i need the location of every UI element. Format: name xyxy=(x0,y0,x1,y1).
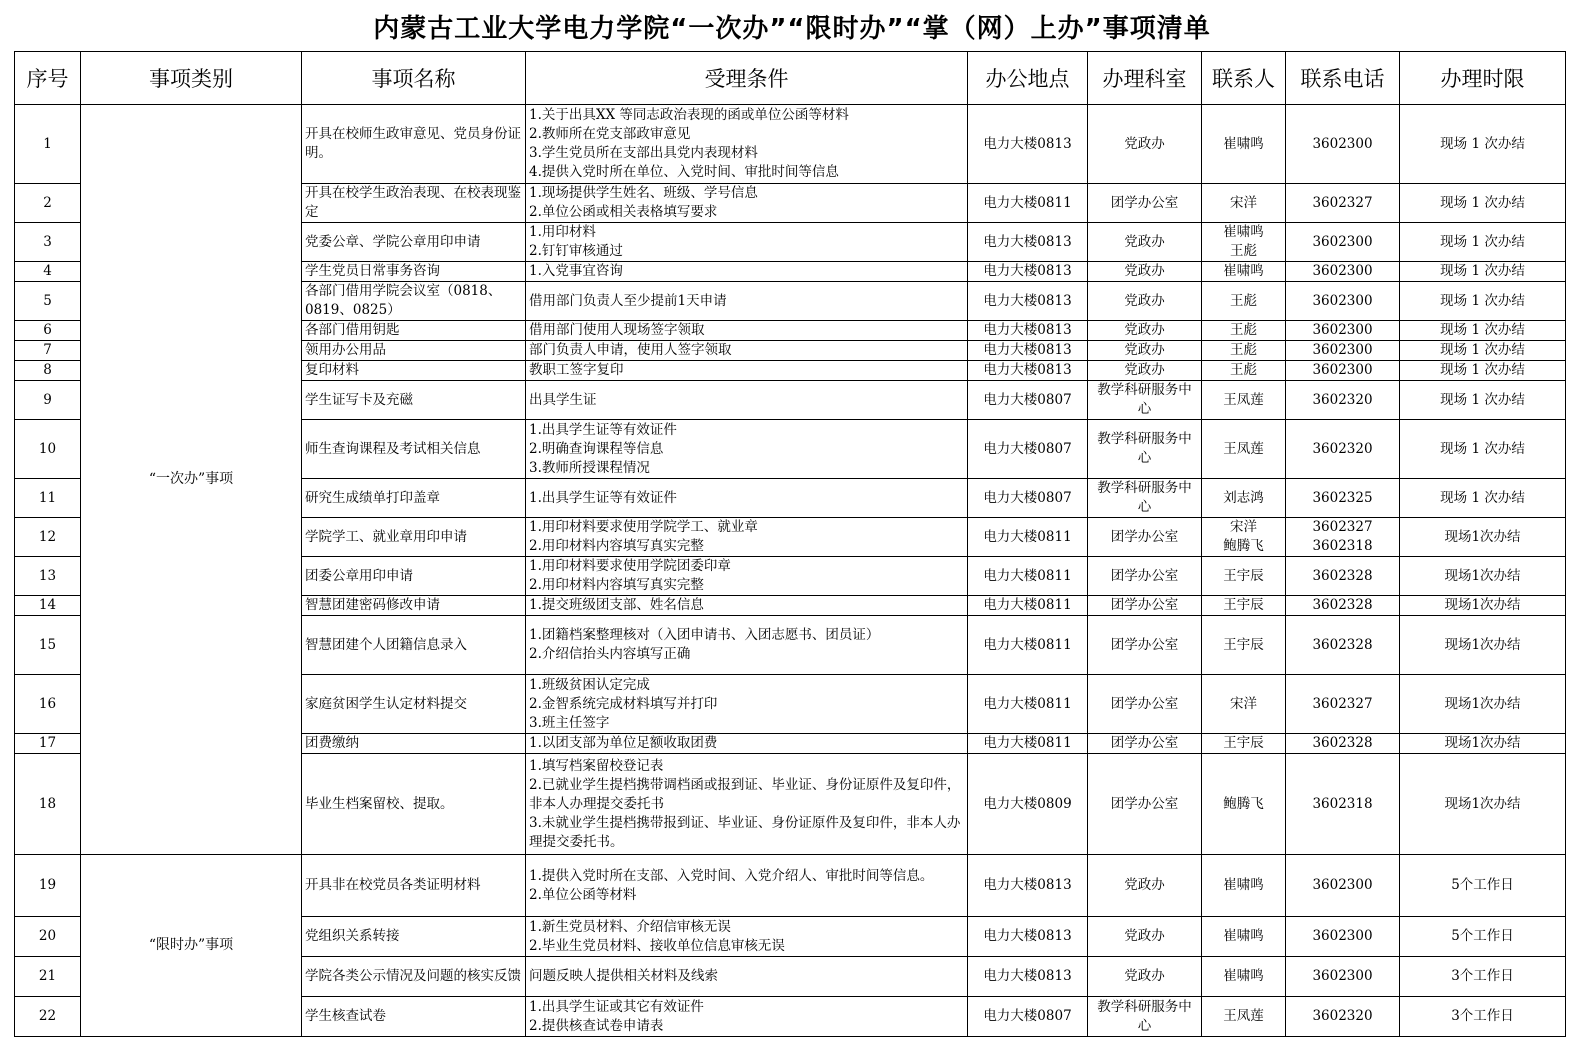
phone-number xyxy=(1286,917,1400,957)
contact-name: 崔啸鸣 xyxy=(1223,928,1264,944)
contact-person xyxy=(1202,754,1286,855)
office-location: 电力大楼0807 xyxy=(968,479,1088,518)
contact-name: 王凤莲 xyxy=(1223,1008,1264,1024)
phone-number xyxy=(1286,855,1400,917)
condition-line: 1.班级贫困认定完成 xyxy=(529,676,650,693)
row-number: 22 xyxy=(15,997,81,1037)
condition-line: 部门负责人申请，使用人签字领取 xyxy=(529,342,732,358)
condition-line: 1.出具学生证等有效证件 xyxy=(529,489,677,506)
department: 党政办 xyxy=(1088,223,1202,262)
phone-number xyxy=(1286,321,1400,341)
condition-line: 教职工签字复印 xyxy=(529,362,624,378)
phone-number xyxy=(1286,557,1400,596)
phone-number xyxy=(1286,184,1400,223)
header-category: 事项类别 xyxy=(81,52,302,105)
phone-value: 3602318 xyxy=(1312,795,1373,812)
time-limit: 现场1次办结 xyxy=(1400,557,1566,596)
conditions xyxy=(526,917,968,957)
phone-number xyxy=(1286,518,1400,557)
row-number: 13 xyxy=(15,557,81,596)
row-number: 5 xyxy=(15,282,81,321)
contact-person xyxy=(1202,420,1286,479)
condition-line: 2.钉钉审核通过 xyxy=(529,243,623,259)
phone-number xyxy=(1286,420,1400,479)
phone-value: 3602300 xyxy=(1312,322,1373,338)
phone-number xyxy=(1286,282,1400,321)
office-location: 电力大楼0811 xyxy=(968,675,1088,734)
condition-line: 3.学生党员所在支部出具党内表现材料 xyxy=(529,145,758,161)
condition-line: 2.明确查询课程等信息 xyxy=(529,440,664,457)
contact-name: 王彪 xyxy=(1230,243,1257,259)
time-limit: 现场 1 次办结 xyxy=(1400,262,1566,282)
row-number: 1 xyxy=(15,105,81,184)
phone-number xyxy=(1286,616,1400,675)
contact-name: 王宇辰 xyxy=(1223,567,1264,584)
office-location: 电力大楼0813 xyxy=(968,262,1088,282)
contact-name: 宋洋 xyxy=(1230,519,1257,535)
conditions xyxy=(526,557,968,596)
phone-number xyxy=(1286,223,1400,262)
conditions xyxy=(526,262,968,282)
phone-value: 3602320 xyxy=(1312,440,1373,457)
contact-person xyxy=(1202,361,1286,381)
phone-number xyxy=(1286,997,1400,1037)
phone-value: 3602300 xyxy=(1312,877,1373,893)
conditions xyxy=(526,855,968,917)
contact-person xyxy=(1202,675,1286,734)
condition-line: 3.教师所授课程情况 xyxy=(529,459,650,476)
row-number: 6 xyxy=(15,321,81,341)
condition-line: 出具学生证 xyxy=(529,391,597,408)
condition-line: 2.用印材料内容填写真实完整 xyxy=(529,577,704,593)
conditions xyxy=(526,675,968,734)
row-number: 12 xyxy=(15,518,81,557)
phone-number xyxy=(1286,105,1400,184)
phone-number xyxy=(1286,754,1400,855)
conditions xyxy=(526,105,968,184)
phone-value: 3602320 xyxy=(1312,391,1373,408)
item-name: 师生查询课程及考试相关信息 xyxy=(302,420,526,479)
contact-name: 宋洋 xyxy=(1230,695,1257,712)
conditions xyxy=(526,341,968,361)
conditions xyxy=(526,518,968,557)
item-name: 学生核查试卷 xyxy=(302,997,526,1037)
contact-person xyxy=(1202,381,1286,420)
contact-person xyxy=(1202,957,1286,997)
row-number: 7 xyxy=(15,341,81,361)
department: 党政办 xyxy=(1088,282,1202,321)
item-name: 各部门借用学院会议室（0818、0819、0825） xyxy=(302,282,526,321)
condition-line: 1.新生党员材料、介绍信审核无误 xyxy=(529,918,731,935)
category-timed: “限时办”事项 xyxy=(81,855,302,1037)
condition-line: 1.入党事宜咨询 xyxy=(529,263,623,279)
contact-name: 王彪 xyxy=(1230,362,1257,378)
phone-value: 3602328 xyxy=(1312,636,1373,653)
office-location: 电力大楼0807 xyxy=(968,997,1088,1037)
conditions xyxy=(526,616,968,675)
condition-line: 1.用印材料要求使用学院团委印章 xyxy=(529,558,731,574)
contact-name: 王宇辰 xyxy=(1223,636,1264,653)
office-location: 电力大楼0813 xyxy=(968,361,1088,381)
office-location: 电力大楼0807 xyxy=(968,381,1088,420)
contact-name: 王凤莲 xyxy=(1223,391,1264,408)
phone-value: 3602300 xyxy=(1312,135,1373,152)
phone-value: 3602328 xyxy=(1312,567,1373,584)
phone-number xyxy=(1286,957,1400,997)
office-location: 电力大楼0813 xyxy=(968,223,1088,262)
contact-name: 王宇辰 xyxy=(1223,735,1264,751)
time-limit: 现场 1 次办结 xyxy=(1400,223,1566,262)
row-number: 21 xyxy=(15,957,81,997)
item-name: 团费缴纳 xyxy=(302,734,526,754)
time-limit: 现场1次办结 xyxy=(1400,616,1566,675)
header-row xyxy=(15,52,1566,105)
department: 党政办 xyxy=(1088,957,1202,997)
department: 教学科研服务中心 xyxy=(1088,479,1202,518)
phone-number xyxy=(1286,479,1400,518)
contact-name: 王宇辰 xyxy=(1223,597,1264,613)
phone-number xyxy=(1286,675,1400,734)
header-item-name: 事项名称 xyxy=(302,52,526,105)
condition-line: 3.班主任签字 xyxy=(529,714,610,731)
contact-name: 崔啸鸣 xyxy=(1223,263,1264,279)
phone-number xyxy=(1286,381,1400,420)
row-number: 10 xyxy=(15,420,81,479)
phone-value: 3602300 xyxy=(1312,928,1373,944)
contact-name: 崔啸鸣 xyxy=(1223,224,1264,240)
condition-line: 借用部门使用人现场签字领取 xyxy=(529,322,705,338)
row-number: 17 xyxy=(15,734,81,754)
office-location: 电力大楼0811 xyxy=(968,596,1088,616)
condition-line: 1.用印材料要求使用学院学工、就业章 xyxy=(529,519,758,535)
condition-line: 1.提交班级团支部、姓名信息 xyxy=(529,597,704,613)
contact-name: 王彪 xyxy=(1230,322,1257,338)
contact-person xyxy=(1202,105,1286,184)
item-name: 复印材料 xyxy=(302,361,526,381)
phone-value: 3602300 xyxy=(1312,233,1373,250)
phone-value: 3602327 xyxy=(1312,194,1373,211)
contact-person xyxy=(1202,321,1286,341)
time-limit: 现场 1 次办结 xyxy=(1400,321,1566,341)
condition-line: 1.出具学生证等有效证件 xyxy=(529,421,677,438)
time-limit: 5个工作日 xyxy=(1400,917,1566,957)
contact-person xyxy=(1202,734,1286,754)
row-number: 19 xyxy=(15,855,81,917)
office-location: 电力大楼0811 xyxy=(968,518,1088,557)
office-location: 电力大楼0813 xyxy=(968,341,1088,361)
time-limit: 3个工作日 xyxy=(1400,957,1566,997)
phone-number xyxy=(1286,361,1400,381)
phone-number xyxy=(1286,262,1400,282)
office-location: 电力大楼0813 xyxy=(968,105,1088,184)
item-name: 各部门借用钥匙 xyxy=(302,321,526,341)
phone-value: 3602327 xyxy=(1312,519,1373,535)
header-conditions: 受理条件 xyxy=(526,52,968,105)
department: 教学科研服务中心 xyxy=(1088,381,1202,420)
time-limit: 现场1次办结 xyxy=(1400,754,1566,855)
item-name: 学生证写卡及充磁 xyxy=(302,381,526,420)
time-limit: 现场1次办结 xyxy=(1400,675,1566,734)
contact-person xyxy=(1202,596,1286,616)
office-location: 电力大楼0813 xyxy=(968,321,1088,341)
contact-person xyxy=(1202,223,1286,262)
phone-value: 3602300 xyxy=(1312,362,1373,378)
items-table xyxy=(14,51,1566,1037)
contact-name: 王彪 xyxy=(1230,292,1257,309)
phone-value: 3602300 xyxy=(1312,263,1373,279)
conditions xyxy=(526,361,968,381)
item-name: 团委公章用印申请 xyxy=(302,557,526,596)
condition-line: 1.团籍档案整理核对（入团申请书、入团志愿书、团员证） xyxy=(529,627,880,643)
row-number: 8 xyxy=(15,361,81,381)
contact-person xyxy=(1202,616,1286,675)
category-once: “一次办”事项 xyxy=(81,105,302,855)
condition-line: 2.用印材料内容填写真实完整 xyxy=(529,538,704,554)
header-contact: 联系人 xyxy=(1202,52,1286,105)
department: 党政办 xyxy=(1088,262,1202,282)
phone-value: 3602328 xyxy=(1312,597,1373,613)
office-location: 电力大楼0813 xyxy=(968,957,1088,997)
header-office: 办公地点 xyxy=(968,52,1088,105)
phone-number xyxy=(1286,734,1400,754)
condition-line: 2.金智系统完成材料填写并打印 xyxy=(529,695,718,712)
item-name: 研究生成绩单打印盖章 xyxy=(302,479,526,518)
contact-person xyxy=(1202,184,1286,223)
conditions xyxy=(526,997,968,1037)
office-location: 电力大楼0811 xyxy=(968,734,1088,754)
conditions xyxy=(526,734,968,754)
condition-line: 1.出具学生证或其它有效证件 xyxy=(529,998,704,1015)
department: 团学办公室 xyxy=(1088,184,1202,223)
time-limit: 现场 1 次办结 xyxy=(1400,282,1566,321)
condition-line: 2.单位公函或相关表格填写要求 xyxy=(529,204,718,220)
contact-name: 鲍腾飞 xyxy=(1223,538,1264,554)
department: 党政办 xyxy=(1088,341,1202,361)
conditions xyxy=(526,754,968,855)
header-time-limit: 办理时限 xyxy=(1400,52,1566,105)
conditions xyxy=(526,223,968,262)
phone-value: 3602320 xyxy=(1312,1008,1373,1024)
contact-name: 宋洋 xyxy=(1230,194,1257,211)
item-name: 开具非在校党员各类证明材料 xyxy=(302,855,526,917)
department: 党政办 xyxy=(1088,361,1202,381)
department: 党政办 xyxy=(1088,321,1202,341)
department: 团学办公室 xyxy=(1088,754,1202,855)
condition-line: 2.单位公函等材料 xyxy=(529,886,637,903)
item-name: 开具在校学生政治表现、在校表现鉴定 xyxy=(302,184,526,223)
header-phone: 联系电话 xyxy=(1286,52,1400,105)
header-department: 办理科室 xyxy=(1088,52,1202,105)
time-limit: 现场 1 次办结 xyxy=(1400,341,1566,361)
item-name: 学院学工、就业章用印申请 xyxy=(302,518,526,557)
time-limit: 5个工作日 xyxy=(1400,855,1566,917)
row-number: 18 xyxy=(15,754,81,855)
department: 团学办公室 xyxy=(1088,518,1202,557)
time-limit: 现场1次办结 xyxy=(1400,734,1566,754)
contact-person xyxy=(1202,341,1286,361)
department: 教学科研服务中心 xyxy=(1088,997,1202,1037)
department: 党政办 xyxy=(1088,855,1202,917)
time-limit: 现场1次办结 xyxy=(1400,518,1566,557)
contact-person xyxy=(1202,557,1286,596)
conditions xyxy=(526,957,968,997)
office-location: 电力大楼0813 xyxy=(968,917,1088,957)
department: 团学办公室 xyxy=(1088,557,1202,596)
contact-person xyxy=(1202,997,1286,1037)
item-name: 党委公章、学院公章用印申请 xyxy=(302,223,526,262)
row-number: 3 xyxy=(15,223,81,262)
conditions xyxy=(526,184,968,223)
contact-person xyxy=(1202,282,1286,321)
condition-line: 1.提供入党时所在支部、入党时间、入党介绍人、审批时间等信息。 xyxy=(529,867,934,884)
phone-value: 3602328 xyxy=(1312,735,1373,751)
table-row xyxy=(15,855,1566,917)
condition-line: 1.关于出具XX 等同志政治表现的函或单位公函等材料 xyxy=(529,107,849,123)
contact-person xyxy=(1202,479,1286,518)
item-name: 党组织关系转接 xyxy=(302,917,526,957)
condition-line: 1.填写档案留校登记表 xyxy=(529,757,664,774)
contact-name: 刘志鸿 xyxy=(1223,489,1264,506)
phone-number xyxy=(1286,341,1400,361)
contact-person xyxy=(1202,855,1286,917)
conditions xyxy=(526,479,968,518)
time-limit: 现场 1 次办结 xyxy=(1400,361,1566,381)
office-location: 电力大楼0807 xyxy=(968,420,1088,479)
condition-line: 2.已就业学生提档携带调档函或报到证、毕业证、身份证原件及复印件，非本人办理提交委托书 xyxy=(529,776,961,812)
condition-line: 1.以团支部为单位足额收取团费 xyxy=(529,735,718,751)
row-number: 4 xyxy=(15,262,81,282)
contact-name: 鲍腾飞 xyxy=(1223,795,1264,812)
condition-line: 问题反映人提供相关材料及线索 xyxy=(529,968,718,984)
page-title: 内蒙古工业大学电力学院“一次办”“限时办”“掌（网）上办”事项清单 xyxy=(373,14,1211,44)
phone-value: 3602318 xyxy=(1312,538,1373,554)
phone-number xyxy=(1286,596,1400,616)
condition-line: 2.介绍信抬头内容填写正确 xyxy=(529,646,691,662)
item-name: 智慧团建个人团籍信息录入 xyxy=(302,616,526,675)
time-limit: 现场 1 次办结 xyxy=(1400,381,1566,420)
item-name: 家庭贫困学生认定材料提交 xyxy=(302,675,526,734)
item-name: 领用办公用品 xyxy=(302,341,526,361)
condition-line: 1.用印材料 xyxy=(529,224,596,240)
condition-line: 3.未就业学生提档携带报到证、毕业证、身份证原件及复印件，非本人办理提交委托书。 xyxy=(529,814,961,850)
row-number: 20 xyxy=(15,917,81,957)
condition-line: 2.教师所在党支部政审意见 xyxy=(529,126,691,142)
department: 团学办公室 xyxy=(1088,596,1202,616)
contact-name: 崔啸鸣 xyxy=(1223,877,1264,893)
phone-value: 3602325 xyxy=(1312,489,1373,506)
department: 党政办 xyxy=(1088,105,1202,184)
row-number: 15 xyxy=(15,616,81,675)
header-no: 序号 xyxy=(15,52,81,105)
condition-line: 2.提供核查试卷申请表 xyxy=(529,1017,664,1034)
conditions xyxy=(526,420,968,479)
contact-person xyxy=(1202,262,1286,282)
contact-name: 王凤莲 xyxy=(1223,440,1264,457)
conditions xyxy=(526,282,968,321)
office-location: 电力大楼0811 xyxy=(968,557,1088,596)
contact-person xyxy=(1202,917,1286,957)
department: 团学办公室 xyxy=(1088,675,1202,734)
phone-value: 3602300 xyxy=(1312,342,1373,358)
row-number: 16 xyxy=(15,675,81,734)
office-location: 电力大楼0813 xyxy=(968,282,1088,321)
item-name: 开具在校师生政审意见、党员身份证明。 xyxy=(302,105,526,184)
row-number: 11 xyxy=(15,479,81,518)
row-number: 2 xyxy=(15,184,81,223)
contact-name: 王彪 xyxy=(1230,342,1257,358)
time-limit: 3个工作日 xyxy=(1400,997,1566,1037)
item-name: 学生党员日常事务咨询 xyxy=(302,262,526,282)
office-location: 电力大楼0811 xyxy=(968,616,1088,675)
contact-name: 崔啸鸣 xyxy=(1223,135,1264,152)
phone-value: 3602300 xyxy=(1312,968,1373,984)
contact-name: 崔啸鸣 xyxy=(1223,968,1264,984)
condition-line: 4.提供入党时所在单位、入党时间、审批时间等信息 xyxy=(529,164,839,180)
time-limit: 现场 1 次办结 xyxy=(1400,479,1566,518)
time-limit: 现场 1 次办结 xyxy=(1400,184,1566,223)
item-name: 学院各类公示情况及问题的核实反馈 xyxy=(302,957,526,997)
time-limit: 现场1次办结 xyxy=(1400,596,1566,616)
office-location: 电力大楼0809 xyxy=(968,754,1088,855)
department: 教学科研服务中心 xyxy=(1088,420,1202,479)
phone-value: 3602300 xyxy=(1312,292,1373,309)
office-location: 电力大楼0813 xyxy=(968,855,1088,917)
conditions xyxy=(526,381,968,420)
office-location: 电力大楼0811 xyxy=(968,184,1088,223)
phone-value: 3602327 xyxy=(1312,695,1373,712)
department: 党政办 xyxy=(1088,917,1202,957)
condition-line: 借用部门负责人至少提前1天申请 xyxy=(529,292,727,309)
conditions xyxy=(526,321,968,341)
row-number: 9 xyxy=(15,381,81,420)
time-limit: 现场 1 次办结 xyxy=(1400,420,1566,479)
table-row xyxy=(15,105,1566,184)
row-number: 14 xyxy=(15,596,81,616)
department: 团学办公室 xyxy=(1088,734,1202,754)
item-name: 毕业生档案留校、提取。 xyxy=(302,754,526,855)
condition-line: 1.现场提供学生姓名、班级、学号信息 xyxy=(529,185,758,201)
condition-line: 2.毕业生党员材料、接收单位信息审核无误 xyxy=(529,937,785,954)
department: 团学办公室 xyxy=(1088,616,1202,675)
time-limit: 现场 1 次办结 xyxy=(1400,105,1566,184)
conditions xyxy=(526,596,968,616)
item-name: 智慧团建密码修改申请 xyxy=(302,596,526,616)
contact-person xyxy=(1202,518,1286,557)
